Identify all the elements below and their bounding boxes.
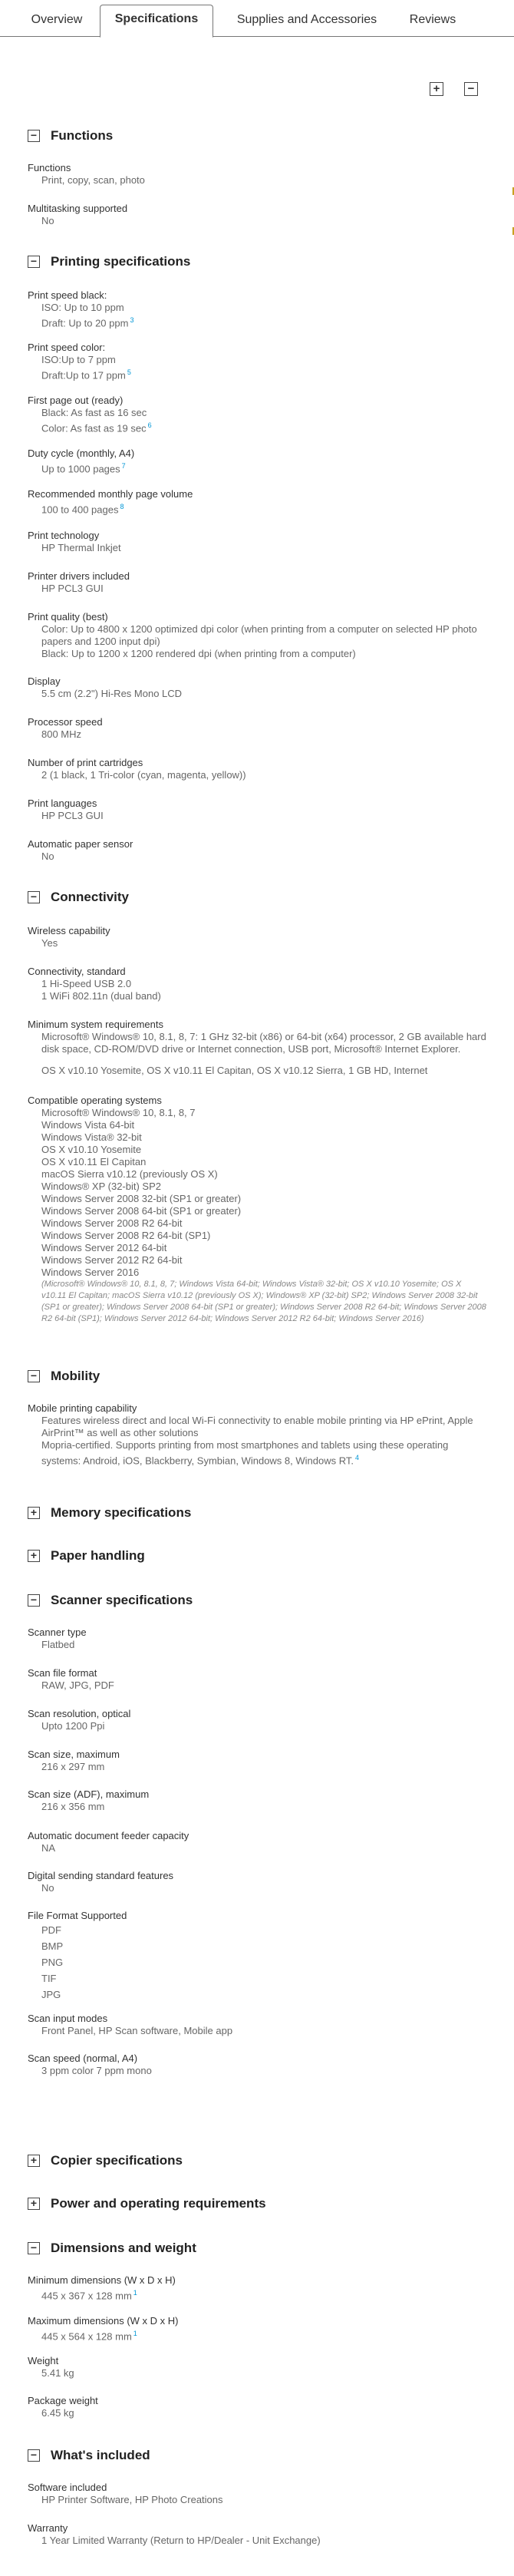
section-title: Paper handling — [51, 1548, 145, 1563]
spec-value: NA — [41, 1842, 56, 1854]
spec-item — [28, 1402, 488, 1467]
spec-label: Automatic document feeder capacity — [28, 1830, 189, 1841]
collapse-icon: − — [28, 256, 40, 268]
spec-item — [28, 2053, 488, 2077]
spec-value: Draft:Up to 17 ppm $^5$ — [41, 368, 131, 381]
os-item: Windows® XP (32-bit) SP2 — [41, 1181, 162, 1192]
spec-label: Digital sending standard features — [28, 1870, 174, 1881]
spec-item — [28, 2355, 488, 2379]
spec-value: 5.41 kg — [41, 2367, 74, 2379]
spec-item — [28, 1095, 488, 1325]
section-toggle-paper[interactable] — [28, 1547, 488, 1566]
spec-label: Multitasking supported — [28, 203, 128, 214]
footnote-link[interactable]: 4 — [355, 1454, 360, 1461]
section-title: What's included — [51, 2448, 150, 2462]
collapse-icon: − — [28, 891, 40, 903]
spec-item — [28, 447, 488, 475]
spec-value: 1 Hi-Speed USB 2.0 — [41, 978, 132, 989]
os-item: Windows Server 2008 R2 64-bit (SP1) — [41, 1230, 211, 1241]
expand-icon: + — [28, 1550, 40, 1562]
section-title: Power and operating requirements — [51, 2196, 266, 2211]
tab-overview[interactable]: Overview — [31, 13, 83, 26]
tab-supplies-accessories[interactable]: Supplies and Accessories — [236, 13, 377, 26]
section-toggle-connectivity[interactable] — [28, 889, 488, 907]
collapse-icon: − — [28, 1370, 40, 1382]
section-toggle-functions[interactable] — [28, 127, 488, 146]
spec-value: 3 ppm color 7 ppm mono — [41, 2065, 152, 2076]
os-item: Windows Server 2008 64-bit (SP1 or greater) — [41, 1205, 242, 1217]
section-title: Dimensions and weight — [51, 2241, 196, 2255]
section-dimensions — [28, 2240, 488, 2419]
spec-label: Print speed black: — [28, 289, 107, 301]
spec-label: Display — [28, 675, 61, 687]
spec-label: File Format Supported — [28, 1910, 127, 1921]
os-item: Windows Server 2016 — [41, 1267, 140, 1278]
spec-item — [28, 1667, 488, 1692]
spec-value: 800 MHz — [41, 728, 82, 740]
section-toggle-dimensions[interactable] — [28, 2240, 488, 2258]
section-toggle-mobility[interactable] — [28, 1368, 488, 1386]
spec-item — [28, 2315, 488, 2343]
spec-item — [28, 395, 488, 434]
collapse-all-button[interactable]: − — [464, 82, 478, 96]
spec-value: HP Printer Software, HP Photo Creations — [41, 2494, 223, 2505]
file-format-item: PNG — [41, 1957, 64, 1968]
section-included — [28, 2447, 488, 2546]
spec-item — [28, 342, 488, 381]
spec-label: First page out (ready) — [28, 395, 124, 406]
spec-item — [28, 1627, 488, 1651]
spec-label: Connectivity, standard — [28, 966, 126, 977]
spec-value: RAW, JPG, PDF — [41, 1679, 114, 1691]
spec-label: Minimum dimensions (W x D x H) — [28, 2274, 176, 2286]
spec-value: Mopria-certified. Supports printing from most smartphones and tablets using these operating systems: Android, iOS, Blackberry, Symbian, Windows 8, Windows RT. $^4$ — [41, 1439, 449, 1467]
spec-value: 100 to 400 pages $^8$ — [41, 503, 124, 516]
expand-icon: + — [28, 1507, 40, 1519]
spec-value: Print, copy, scan, photo — [41, 174, 145, 186]
section-toggle-memory[interactable] — [28, 1504, 488, 1523]
os-item: macOS Sierra v10.12 (previously OS X) — [41, 1168, 218, 1180]
spec-value: Up to 1000 pages $^7$ — [41, 462, 126, 475]
spec-label: Weight — [28, 2355, 59, 2366]
spec-label: Recommended monthly page volume — [28, 488, 193, 500]
section-title: Mobility — [51, 1369, 100, 1383]
spec-label: Printer drivers included — [28, 570, 130, 582]
os-item: Microsoft® Windows® 10, 8.1, 8, 7 — [41, 1107, 196, 1118]
spec-item — [28, 838, 488, 863]
spec-label: Warranty — [28, 2522, 68, 2534]
spec-label: Processor speed — [28, 716, 103, 728]
spec-label: Software included — [28, 2482, 107, 2493]
spec-value: 1 Year Limited Warranty (Return to HP/Dealer - Unit Exchange) — [41, 2535, 321, 2546]
spec-value: ISO: Up to 10 ppm — [41, 302, 124, 313]
footnote-link[interactable]: 6 — [147, 421, 152, 429]
spec-value: 6.45 kg — [41, 2407, 74, 2419]
os-item: Windows Server 2008 R2 64-bit — [41, 1217, 183, 1229]
section-mobility — [28, 1368, 488, 1467]
spec-item — [28, 162, 488, 187]
spec-item — [28, 757, 488, 781]
footnote-link[interactable]: 5 — [127, 368, 131, 376]
spec-label: Print quality (best) — [28, 611, 108, 623]
spec-value: Front Panel, HP Scan software, Mobile app — [41, 2025, 233, 2036]
spec-item — [28, 1830, 488, 1854]
spec-label: Scanner type — [28, 1627, 87, 1638]
section-scanner — [28, 1592, 488, 2076]
spec-label: Print technology — [28, 530, 100, 541]
spec-label: Compatible operating systems — [28, 1095, 162, 1106]
spec-label: Automatic paper sensor — [28, 838, 133, 850]
spec-value: 216 x 297 mm — [41, 1761, 105, 1772]
tab-specifications[interactable]: Specifications — [100, 5, 213, 38]
section-toggle-printing[interactable] — [28, 253, 488, 272]
spec-value: 445 x 367 x 128 mm $^1$ — [41, 2289, 137, 2302]
spec-label: Duty cycle (monthly, A4) — [28, 447, 135, 459]
spec-item — [28, 2482, 488, 2506]
spec-value: OS X v10.10 Yosemite, OS X v10.11 El Capitan, OS X v10.12 Sierra, 1 GB HD, Internet — [41, 1065, 428, 1076]
spec-item — [28, 2395, 488, 2419]
tab-bar — [0, 0, 514, 37]
spec-item — [28, 488, 488, 516]
spec-item — [28, 1910, 488, 2001]
footnote-link[interactable]: 3 — [130, 316, 134, 324]
spec-item — [28, 1788, 488, 1813]
footnote-link[interactable]: 7 — [121, 462, 126, 470]
section-paper — [28, 1547, 488, 1566]
section-title: Copier specifications — [51, 2153, 183, 2168]
section-title: Connectivity — [51, 890, 130, 904]
spec-value: 1 WiFi 802.11n (dual band) — [41, 990, 161, 1002]
footnote-link[interactable]: 8 — [120, 503, 124, 510]
file-format-item: JPG — [41, 1989, 61, 2000]
spec-label: Scan resolution, optical — [28, 1708, 131, 1719]
os-item: Windows Vista 64-bit — [41, 1119, 135, 1131]
spec-label: Minimum system requirements — [28, 1019, 163, 1030]
spec-value: HP PCL3 GUI — [41, 583, 104, 594]
spec-label: Scan size, maximum — [28, 1749, 120, 1760]
spec-value: Features wireless direct and local Wi-Fi connectivity to enable mobile printing via HP ePrint, Apple AirPrint™ as well as other solutions — [41, 1415, 473, 1438]
collapse-icon: − — [28, 2242, 40, 2254]
spec-item — [28, 798, 488, 822]
spec-item — [28, 2013, 488, 2037]
footnote-link[interactable]: 1 — [133, 2289, 137, 2297]
tab-reviews[interactable]: Reviews — [409, 13, 456, 26]
footnote-link[interactable]: 1 — [133, 2330, 137, 2337]
expand-icon: + — [28, 2198, 40, 2210]
spec-label: Mobile printing capability — [28, 1402, 137, 1414]
spec-value: 445 x 564 x 128 mm $^1$ — [41, 2330, 137, 2343]
spec-label: Maximum dimensions (W x D x H) — [28, 2315, 179, 2327]
spec-label: Scan input modes — [28, 2013, 108, 2024]
spec-item — [28, 611, 488, 660]
spec-value: Flatbed — [41, 1639, 75, 1650]
file-format-item: PDF — [41, 1924, 61, 1936]
spec-value: Black: As fast as 16 sec — [41, 407, 147, 418]
spec-item — [28, 716, 488, 741]
spec-item — [28, 1870, 488, 1894]
spec-item — [28, 1749, 488, 1773]
spec-label: Print languages — [28, 798, 97, 809]
collapse-icon: − — [28, 130, 40, 142]
section-toggle-copier[interactable] — [28, 2152, 488, 2171]
spec-value: No — [41, 215, 54, 226]
file-format-item: BMP — [41, 1940, 64, 1952]
spec-value: 5.5 cm (2.2") Hi-Res Mono LCD — [41, 688, 183, 699]
spec-label: Print speed color: — [28, 342, 106, 353]
spec-value: Black: Up to 1200 x 1200 rendered dpi (when printing from a computer) — [41, 648, 356, 659]
os-item: Windows Vista® 32-bit — [41, 1131, 142, 1143]
spec-value: Yes — [41, 937, 58, 949]
section-printing — [28, 253, 488, 862]
os-item: OS X v10.10 Yosemite — [41, 1144, 142, 1155]
section-copier — [28, 2152, 488, 2171]
section-title: Printing specifications — [51, 254, 191, 269]
collapse-icon: − — [28, 2449, 40, 2462]
section-functions — [28, 127, 488, 226]
spec-item — [28, 289, 488, 329]
spec-value: No — [41, 850, 54, 862]
os-item: Windows Server 2008 32-bit (SP1 or greater) — [41, 1193, 242, 1204]
section-title: Functions — [51, 128, 114, 143]
spec-item — [28, 1019, 488, 1077]
spec-value: Draft: Up to 20 ppm $^3$ — [41, 316, 134, 329]
spec-item — [28, 530, 488, 554]
spec-item — [28, 570, 488, 595]
spec-value: HP Thermal Inkjet — [41, 542, 121, 553]
spec-value: Color: As fast as 19 sec $^6$ — [41, 421, 152, 434]
section-toggle-power[interactable] — [28, 2195, 488, 2214]
spec-value: Upto 1200 Ppi — [41, 1720, 105, 1732]
spec-item — [28, 1708, 488, 1732]
spec-value: 216 x 356 mm — [41, 1801, 105, 1812]
section-title: Scanner specifications — [51, 1593, 193, 1607]
file-format-item: TIF — [41, 1973, 57, 1984]
spec-value: ISO:Up to 7 ppm — [41, 354, 116, 365]
spec-value: Color: Up to 4800 x 1200 optimized dpi color (when printing from a computer on selected HP photo papers and 1200 input dpi) — [41, 623, 477, 647]
spec-value: Microsoft® Windows® 10, 8.1, 8, 7: 1 GHz 32-bit (x86) or 64-bit (x64) processor, 2 GB available hard disk space, CD-ROM/DVD drive or Internet connection, USB port, Microsoft® Internet Explorer. — [41, 1031, 486, 1055]
spec-item — [28, 203, 488, 227]
spec-item — [28, 2274, 488, 2302]
spec-label: Scan speed (normal, A4) — [28, 2053, 138, 2064]
spec-value: HP PCL3 GUI — [41, 810, 104, 821]
expand-icon: + — [28, 2155, 40, 2167]
os-item: Windows Server 2012 64-bit — [41, 1242, 167, 1253]
spec-value: 2 (1 black, 1 Tri-color (cyan, magenta, yellow)) — [41, 769, 246, 781]
section-memory — [28, 1504, 488, 1523]
os-item: Windows Server 2012 R2 64-bit — [41, 1254, 183, 1266]
section-toggle-scanner[interactable] — [28, 1592, 488, 1610]
spec-label: Functions — [28, 162, 71, 173]
os-note: (Microsoft® Windows® 10, 8.1, 8, 7; Windows Vista 64-bit; Windows Vista® 32-bit; OS X v10.10 Yosemite; OS X v10.11 El Capitan; macOS Sierra v10.12 (previously OS X); Windows® XP (32-bit) SP2; Windows Server 2008 32-bit (SP1 or greater); Windows Server 2008 64-bit (SP1 or greater); Windows Server 2008 R2 64-bit; Windows Server 2008 R2 64-bit (SP1); Windows Server 2012 64-bit; Windows Server 2012 R2 64-bit; Windows Server 2016) — [41, 1280, 486, 1323]
section-power — [28, 2195, 488, 2214]
os-item: OS X v10.11 El Capitan — [41, 1156, 147, 1167]
collapse-icon: − — [28, 1594, 40, 1607]
section-title: Memory specifications — [51, 1505, 192, 1520]
spec-item — [28, 2522, 488, 2547]
section-connectivity — [28, 889, 488, 1323]
spec-label: Scan file format — [28, 1667, 97, 1679]
spec-item — [28, 966, 488, 1002]
spec-label: Scan size (ADF), maximum — [28, 1788, 150, 1800]
spec-label: Package weight — [28, 2395, 98, 2406]
expand-all-button[interactable]: + — [430, 82, 443, 96]
section-toggle-included[interactable] — [28, 2447, 488, 2465]
spec-label: Number of print cartridges — [28, 757, 143, 768]
spec-item — [28, 675, 488, 700]
spec-item — [28, 925, 488, 949]
spec-label: Wireless capability — [28, 925, 110, 936]
spec-value: No — [41, 1882, 54, 1894]
